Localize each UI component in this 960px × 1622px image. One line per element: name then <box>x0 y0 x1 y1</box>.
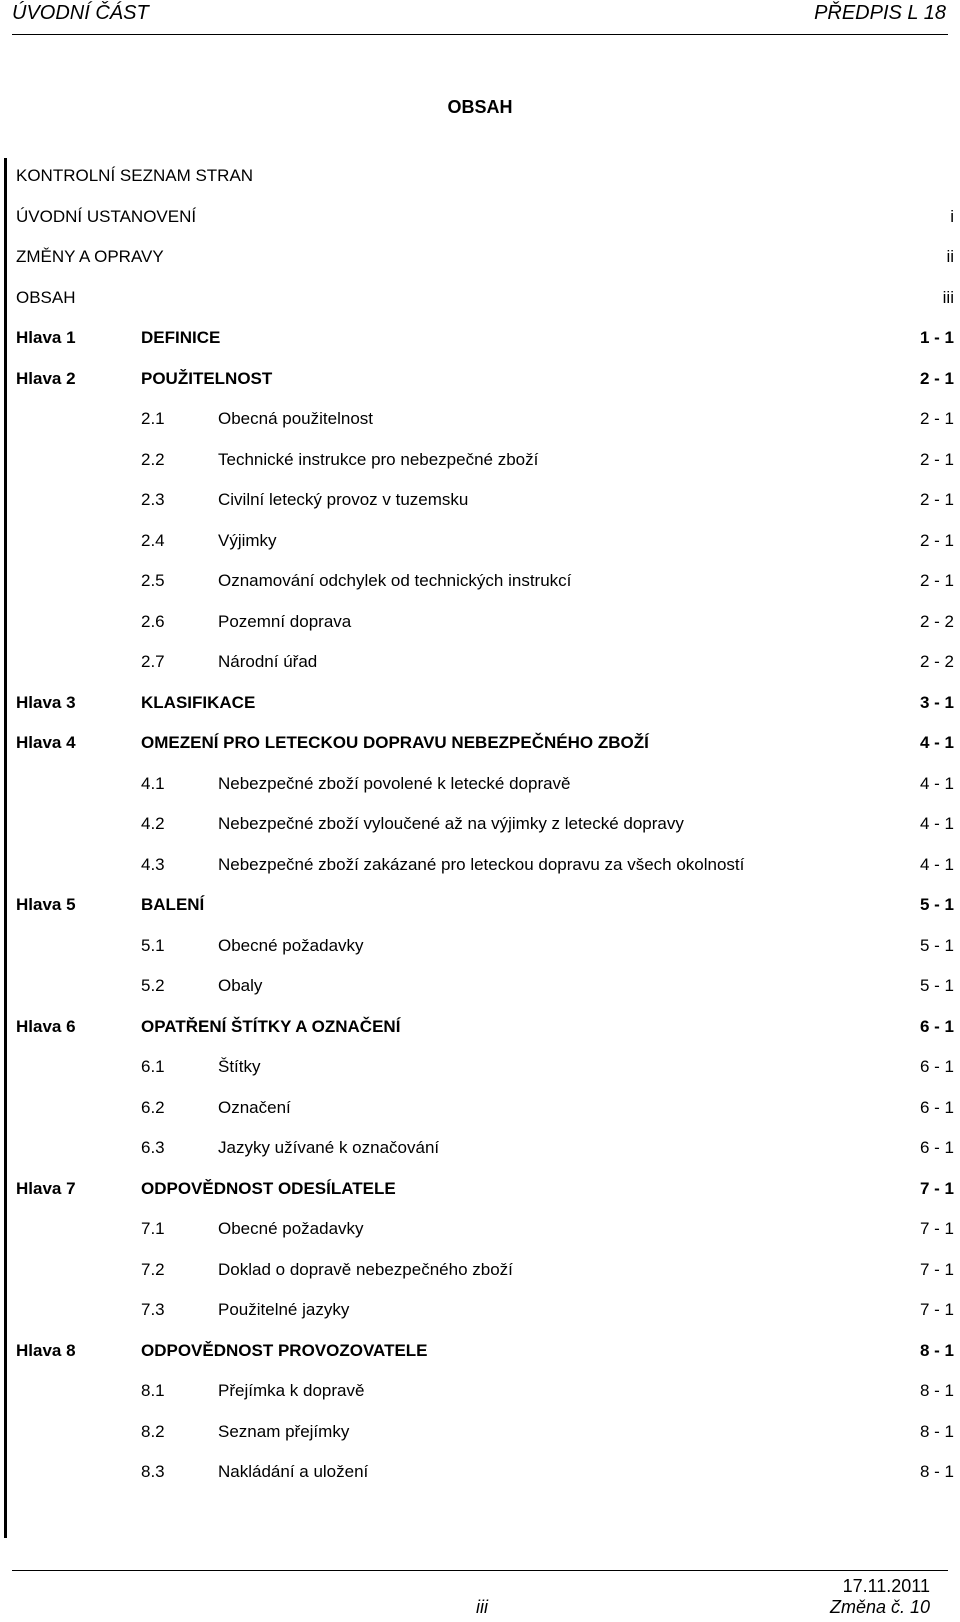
toc-section-row[interactable] <box>0 1217 960 1241</box>
toc-section-title: Nakládání a uložení <box>218 1462 369 1481</box>
toc-page-number: 2 - 2 <box>919 652 954 671</box>
toc-section-row[interactable] <box>0 488 960 512</box>
toc-section-title: Národní úřad <box>218 652 318 671</box>
toc-chapter-row[interactable] <box>0 326 960 350</box>
toc-section-title: Jazyky užívané k označování <box>218 1138 440 1157</box>
toc-page-number: i <box>950 207 954 226</box>
toc-section-row[interactable] <box>0 853 960 877</box>
toc-page-number: 7 - 1 <box>919 1260 954 1279</box>
toc-section-number: 4.2 <box>141 814 165 833</box>
toc-section-title: Nebezpečné zboží vyloučené až na výjimky z letecké dopravy <box>218 814 684 833</box>
toc-chapter-label: Hlava 2 <box>16 369 76 388</box>
toc-page-number: 7 - 1 <box>919 1219 954 1238</box>
toc-section-number: 2.1 <box>141 409 165 428</box>
toc-section-row[interactable] <box>0 1258 960 1282</box>
toc-section-number: 2.4 <box>141 531 165 550</box>
toc-section-number: 2.2 <box>141 450 165 469</box>
toc-section-title: Civilní letecký provoz v tuzemsku <box>218 490 469 509</box>
toc-chapter-title: OPATŘENÍ ŠTÍTKY A OZNAČENÍ <box>141 1017 401 1036</box>
toc-entry-title: ÚVODNÍ USTANOVENÍ <box>16 207 197 226</box>
toc-page-number: 2 - 1 <box>919 409 954 428</box>
toc-section-row[interactable] <box>0 1136 960 1160</box>
toc-section-row[interactable] <box>0 1379 960 1403</box>
toc-page-number: 1 - 1 <box>919 328 954 347</box>
toc-chapter-row[interactable] <box>0 893 960 917</box>
footer-date: 17.11.2011 <box>842 1576 930 1596</box>
toc-page-number: 3 - 1 <box>919 693 954 712</box>
toc-page-number: 6 - 1 <box>919 1057 954 1076</box>
toc-section-number: 2.5 <box>141 571 165 590</box>
toc-chapter-label: Hlava 5 <box>16 895 76 914</box>
toc-front-matter-item[interactable] <box>0 286 960 310</box>
toc-section-row[interactable] <box>0 650 960 674</box>
header-right: PŘEDPIS L 18 <box>814 2 946 24</box>
toc-page-number: iii <box>942 288 954 307</box>
toc-section-number: 7.2 <box>141 1260 165 1279</box>
footer-change: Změna č. 10 <box>829 1597 930 1617</box>
toc-section-title: Obaly <box>218 976 263 995</box>
toc-page-number: 4 - 1 <box>919 814 954 833</box>
toc-chapter-title: ODPOVĚDNOST PROVOZOVATELE <box>141 1341 428 1360</box>
toc-section-title: Přejímka k dopravě <box>218 1381 365 1400</box>
toc-chapter-title: KLASIFIKACE <box>141 693 256 712</box>
toc-chapter-row[interactable] <box>0 1015 960 1039</box>
toc-section-title: Štítky <box>218 1057 261 1076</box>
toc-section-title: Obecná použitelnost <box>218 409 373 428</box>
toc-section-title: Výjimky <box>218 531 277 550</box>
toc-page-number: 8 - 1 <box>919 1462 954 1481</box>
toc-chapter-row[interactable] <box>0 731 960 755</box>
toc-section-row[interactable] <box>0 448 960 472</box>
toc-entry-title: ZMĚNY A OPRAVY <box>16 247 164 266</box>
toc-section-row[interactable] <box>0 610 960 634</box>
toc-section-row[interactable] <box>0 1420 960 1444</box>
toc-section-number: 8.1 <box>141 1381 165 1400</box>
toc-page-number: 6 - 1 <box>919 1138 954 1157</box>
toc-section-number: 8.3 <box>141 1462 165 1481</box>
toc-section-title: Technické instrukce pro nebezpečné zboží <box>218 450 539 469</box>
toc-chapter-title: DEFINICE <box>141 328 221 347</box>
toc-section-row[interactable] <box>0 1096 960 1120</box>
toc-chapter-title: ODPOVĚDNOST ODESÍLATELE <box>141 1179 396 1198</box>
toc-page-number: 2 - 1 <box>919 490 954 509</box>
toc-section-number: 6.2 <box>141 1098 165 1117</box>
toc-section-row[interactable] <box>0 529 960 553</box>
toc-section-row[interactable] <box>0 772 960 796</box>
toc-page-number: 2 - 1 <box>919 571 954 590</box>
toc-section-title: Obecné požadavky <box>218 936 364 955</box>
toc-section-row[interactable] <box>0 974 960 998</box>
toc-front-matter-item[interactable] <box>0 164 960 188</box>
footer-divider <box>12 1570 948 1571</box>
toc-chapter-title: OMEZENÍ PRO LETECKOU DOPRAVU NEBEZPEČNÉHO ZBOŽÍ <box>141 733 649 752</box>
toc-section-title: Seznam přejímky <box>218 1422 350 1441</box>
toc-page-number: 8 - 1 <box>919 1381 954 1400</box>
toc-section-number: 6.1 <box>141 1057 165 1076</box>
toc-section-title: Nebezpečné zboží povolené k letecké dopravě <box>218 774 571 793</box>
toc-section-row[interactable] <box>0 407 960 431</box>
toc-chapter-label: Hlava 6 <box>16 1017 76 1036</box>
toc-section-number: 5.1 <box>141 936 165 955</box>
toc-section-number: 4.1 <box>141 774 165 793</box>
toc-page-number: 2 - 1 <box>919 531 954 550</box>
page-title: OBSAH <box>447 97 513 117</box>
toc-section-title: Obecné požadavky <box>218 1219 364 1238</box>
toc-section-number: 5.2 <box>141 976 165 995</box>
toc-chapter-row[interactable] <box>0 691 960 715</box>
toc-chapter-title: BALENÍ <box>141 895 205 914</box>
toc-page-number: 7 - 1 <box>919 1300 954 1319</box>
toc-page-number: 8 - 1 <box>919 1422 954 1441</box>
toc-section-title: Oznamování odchylek od technických instrukcí <box>218 571 572 590</box>
toc-chapter-row[interactable] <box>0 367 960 391</box>
toc-chapter-row[interactable] <box>0 1177 960 1201</box>
toc-section-title: Doklad o dopravě nebezpečného zboží <box>218 1260 513 1279</box>
toc-page-number: 4 - 1 <box>919 855 954 874</box>
footer-page-number: iii <box>476 1597 488 1617</box>
toc-front-matter-item[interactable] <box>0 205 960 229</box>
toc-chapter-title: POUŽITELNOST <box>141 369 273 388</box>
toc-section-row[interactable] <box>0 1298 960 1322</box>
toc-section-number: 6.3 <box>141 1138 165 1157</box>
toc-chapter-label: Hlava 3 <box>16 693 76 712</box>
toc-section-number: 2.3 <box>141 490 165 509</box>
toc-page-number: 5 - 1 <box>919 976 954 995</box>
toc-page-number: 8 - 1 <box>919 1341 954 1360</box>
toc-chapter-label: Hlava 8 <box>16 1341 76 1360</box>
toc-front-matter-item[interactable] <box>0 245 960 269</box>
toc-page-number: 5 - 1 <box>919 936 954 955</box>
toc-section-number: 7.1 <box>141 1219 165 1238</box>
header-left: ÚVODNÍ ČÁST <box>12 2 149 24</box>
toc-page-number: 6 - 1 <box>919 1017 954 1036</box>
toc-page-number: 7 - 1 <box>919 1179 954 1198</box>
toc-section-title: Nebezpečné zboží zakázané pro leteckou dopravu za všech okolností <box>218 855 745 874</box>
toc-entry-title: KONTROLNÍ SEZNAM STRAN <box>16 166 254 185</box>
toc-page-number: ii <box>946 247 954 266</box>
toc-page-number: 2 - 1 <box>919 450 954 469</box>
toc-entry-title: OBSAH <box>16 288 76 307</box>
toc-section-number: 2.6 <box>141 612 165 631</box>
toc-section-row[interactable] <box>0 569 960 593</box>
toc-page-number: 2 - 2 <box>919 612 954 631</box>
toc-page-number: 2 - 1 <box>919 369 954 388</box>
toc-section-row[interactable] <box>0 1055 960 1079</box>
toc-section-number: 8.2 <box>141 1422 165 1441</box>
toc-chapter-row[interactable] <box>0 1339 960 1363</box>
toc-section-number: 7.3 <box>141 1300 165 1319</box>
toc-chapter-label: Hlava 7 <box>16 1179 76 1198</box>
toc-section-row[interactable] <box>0 812 960 836</box>
toc-page-number: 6 - 1 <box>919 1098 954 1117</box>
toc-section-row[interactable] <box>0 1460 960 1484</box>
toc-section-number: 4.3 <box>141 855 165 874</box>
toc-page-number: 5 - 1 <box>919 895 954 914</box>
toc-page-number: 4 - 1 <box>919 774 954 793</box>
toc-section-row[interactable] <box>0 934 960 958</box>
toc-page-number: 4 - 1 <box>919 733 954 752</box>
toc-section-title: Pozemní doprava <box>218 612 352 631</box>
toc-section-number: 2.7 <box>141 652 165 671</box>
toc-section-title: Použitelné jazyky <box>218 1300 350 1319</box>
toc-chapter-label: Hlava 1 <box>16 328 76 347</box>
toc-chapter-label: Hlava 4 <box>16 733 76 752</box>
toc-section-title: Označení <box>218 1098 291 1117</box>
